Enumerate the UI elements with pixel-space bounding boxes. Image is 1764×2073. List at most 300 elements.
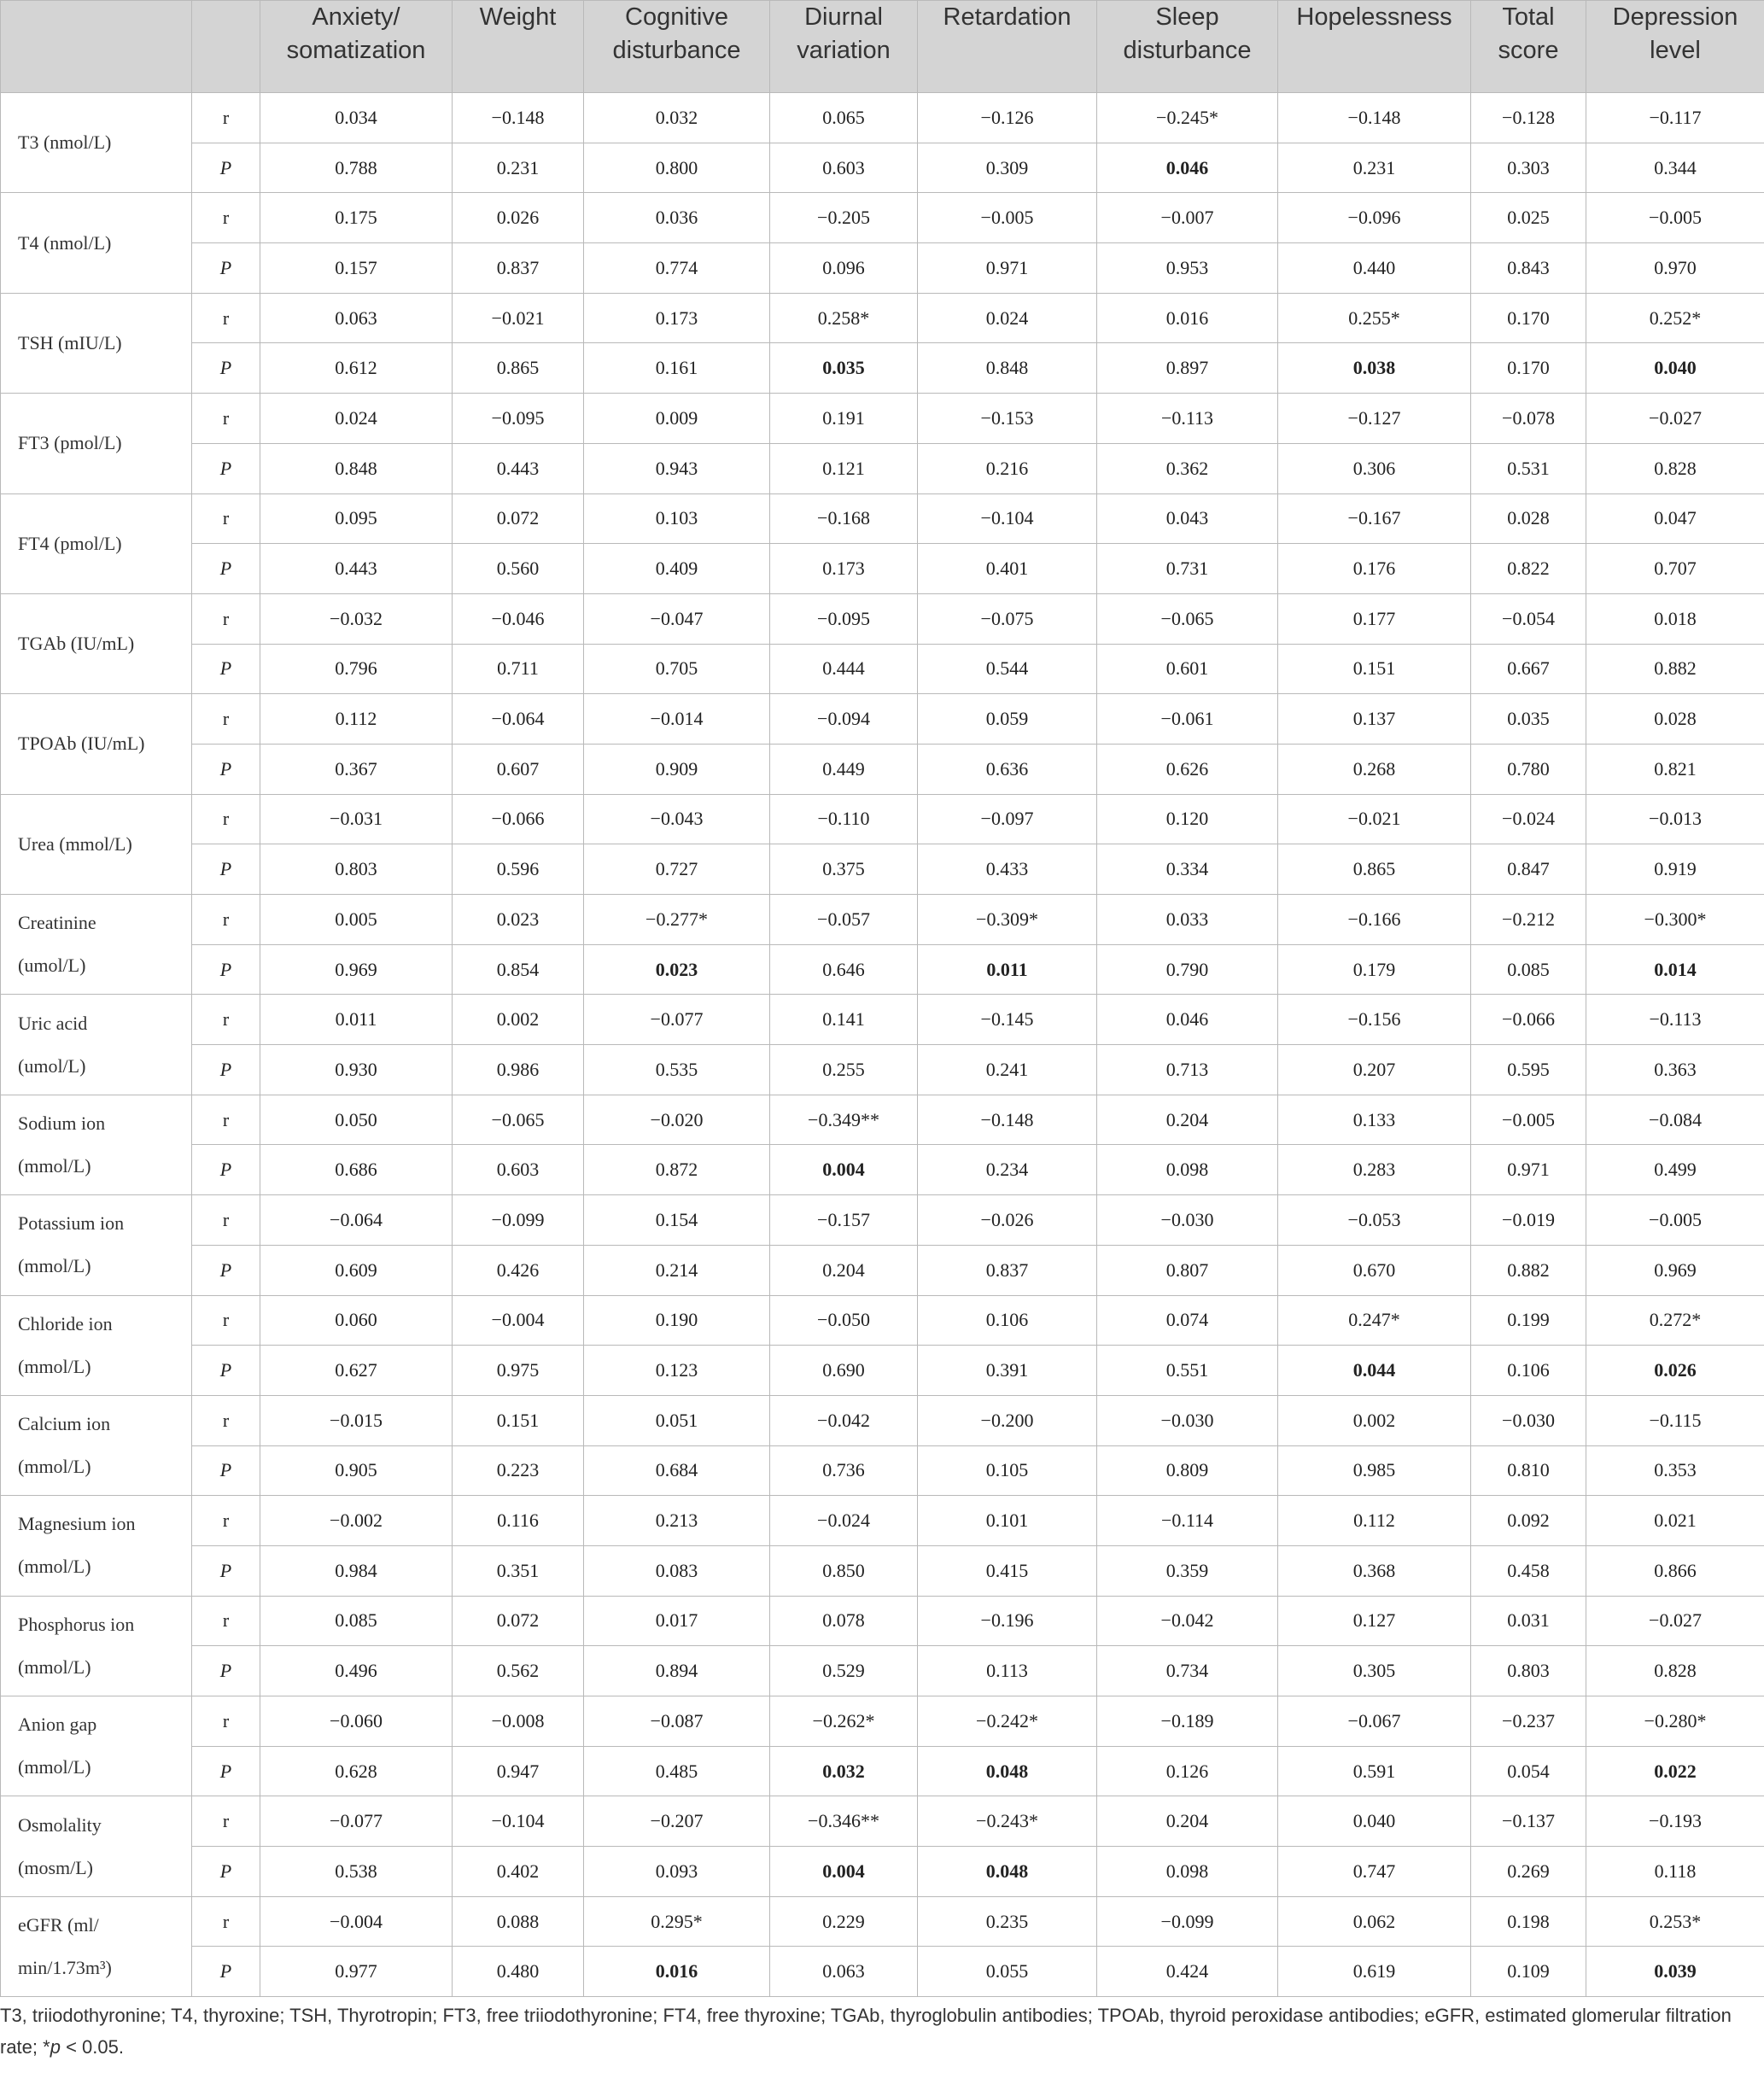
r-value-cell: 0.213 (584, 1496, 770, 1546)
p-value-cell: 0.788 (260, 143, 453, 193)
r-value-cell: −0.043 (584, 794, 770, 844)
r-value-cell: −0.065 (453, 1095, 584, 1145)
p-value-cell (770, 1145, 918, 1195)
p-value-cell: 0.667 (1471, 644, 1586, 694)
r-value-cell: −0.094 (770, 694, 918, 745)
r-value-cell: −0.168 (770, 493, 918, 544)
p-value-cell: 0.499 (1586, 1145, 1764, 1195)
stat-label-r: r (192, 493, 260, 544)
r-value-cell: −0.148 (1278, 93, 1471, 143)
p-value-cell: 0.123 (584, 1346, 770, 1396)
p-value-cell: 0.803 (260, 844, 453, 895)
r-value-cell: 0.002 (1278, 1395, 1471, 1445)
table-row (1, 143, 1764, 193)
p-value-cell: 0.865 (1278, 844, 1471, 895)
r-value-cell: −0.242* (918, 1696, 1097, 1747)
column-header: Total score (1471, 1, 1586, 93)
p-value-cell: 0.334 (1097, 844, 1278, 895)
r-value-cell: 0.154 (584, 1195, 770, 1246)
r-value-cell: 0.127 (1278, 1596, 1471, 1646)
p-value-cell: 0.424 (1097, 1947, 1278, 1997)
r-value-cell: 0.047 (1586, 493, 1764, 544)
p-value-cell: 0.106 (1471, 1346, 1586, 1396)
stat-label-p: P (192, 443, 260, 493)
r-value-cell: 0.204 (1097, 1796, 1278, 1847)
p-value-cell: 0.426 (453, 1245, 584, 1295)
r-value-cell: −0.061 (1097, 694, 1278, 745)
r-value-cell: −0.064 (260, 1195, 453, 1246)
p-value-cell: 0.444 (770, 644, 918, 694)
r-value-cell: −0.237 (1471, 1696, 1586, 1747)
r-value-cell: −0.113 (1097, 394, 1278, 444)
r-value-cell: −0.193 (1586, 1796, 1764, 1847)
p-value-cell: 0.309 (918, 143, 1097, 193)
stat-label-r: r (192, 1596, 260, 1646)
p-value-cell (1278, 1346, 1471, 1396)
p-value-cell: 0.943 (584, 443, 770, 493)
p-value-cell: 0.601 (1097, 644, 1278, 694)
p-value-cell: 0.207 (1278, 1045, 1471, 1095)
r-value-cell: −0.096 (1278, 193, 1471, 243)
p-value-cell: 0.402 (453, 1847, 584, 1897)
r-value-cell: −0.243* (918, 1796, 1097, 1847)
r-value-cell: 0.177 (1278, 593, 1471, 644)
p-value-cell: 0.055 (918, 1947, 1097, 1997)
variable-label: FT3 (pmol/L) (1, 394, 192, 493)
p-value-cell: 0.971 (918, 243, 1097, 294)
r-value-cell: −0.078 (1471, 394, 1586, 444)
stat-label-r: r (192, 694, 260, 745)
p-value-cell: 0.872 (584, 1145, 770, 1195)
stat-label-r: r (192, 1796, 260, 1847)
r-value-cell: 0.255* (1278, 293, 1471, 343)
table-row (1, 1596, 1764, 1646)
r-value-cell: −0.245* (1097, 93, 1278, 143)
stat-label-p: P (192, 1145, 260, 1195)
r-value-cell: −0.054 (1471, 593, 1586, 644)
table-row (1, 1445, 1764, 1496)
stat-label-r: r (192, 1195, 260, 1246)
p-value-cell: 0.969 (1586, 1245, 1764, 1295)
p-value-cell: 0.627 (260, 1346, 453, 1396)
column-header: Weight (453, 1, 584, 93)
r-value-cell: 0.106 (918, 1295, 1097, 1346)
r-value-cell: −0.066 (453, 794, 584, 844)
p-value-cell: 0.204 (770, 1245, 918, 1295)
r-value-cell: −0.014 (584, 694, 770, 745)
p-value-cell: 0.828 (1586, 1646, 1764, 1696)
significant-p-value: 0.022 (1654, 1760, 1697, 1782)
p-value-cell: 0.126 (1097, 1746, 1278, 1796)
r-value-cell: −0.042 (1097, 1596, 1278, 1646)
p-value-cell: 0.595 (1471, 1045, 1586, 1095)
variable-label: Magnesium ion (mmol/L) (1, 1496, 192, 1596)
table-row (1, 544, 1764, 594)
r-value-cell: −0.137 (1471, 1796, 1586, 1847)
r-value-cell: −0.095 (453, 394, 584, 444)
significant-p-value: 0.038 (1352, 357, 1396, 379)
column-header: Depression level (1586, 1, 1764, 93)
stat-label-p: P (192, 1346, 260, 1396)
stat-label-r: r (192, 193, 260, 243)
p-value-cell: 0.894 (584, 1646, 770, 1696)
stat-label-r: r (192, 394, 260, 444)
r-value-cell: −0.032 (260, 593, 453, 644)
significant-p-value: 0.044 (1352, 1359, 1396, 1381)
r-value-cell: −0.026 (918, 1195, 1097, 1246)
p-value-cell: 0.063 (770, 1947, 918, 1997)
r-value-cell: 0.141 (770, 995, 918, 1045)
p-value-cell: 0.305 (1278, 1646, 1471, 1696)
p-value-cell: 0.969 (260, 944, 453, 995)
r-value-cell: −0.020 (584, 1095, 770, 1145)
p-value-cell: 0.449 (770, 744, 918, 794)
p-value-cell: 0.367 (260, 744, 453, 794)
r-value-cell: −0.060 (260, 1696, 453, 1747)
r-value-cell: 0.101 (918, 1496, 1097, 1546)
p-value-cell: 0.480 (453, 1947, 584, 1997)
variable-label: TPOAb (IU/mL) (1, 694, 192, 794)
r-value-cell: −0.027 (1586, 1596, 1764, 1646)
r-value-cell: −0.005 (1586, 193, 1764, 243)
p-value-cell: 0.930 (260, 1045, 453, 1095)
r-value-cell: 0.040 (1278, 1796, 1471, 1847)
r-value-cell: 0.088 (453, 1896, 584, 1947)
p-value-cell: 0.828 (1586, 443, 1764, 493)
p-value-cell: 0.854 (453, 944, 584, 995)
p-value-cell (1097, 143, 1278, 193)
r-value-cell: −0.057 (770, 895, 918, 945)
table-row (1, 744, 1764, 794)
table-row (1, 1195, 1764, 1246)
p-value-cell: 0.800 (584, 143, 770, 193)
variable-label: Calcium ion (mmol/L) (1, 1395, 192, 1495)
p-value-cell: 0.727 (584, 844, 770, 895)
r-value-cell: −0.196 (918, 1596, 1097, 1646)
p-value-cell: 0.351 (453, 1545, 584, 1596)
r-value-cell: −0.104 (453, 1796, 584, 1847)
r-value-cell: −0.065 (1097, 593, 1278, 644)
r-value-cell: 0.024 (260, 394, 453, 444)
p-value-cell: 0.234 (918, 1145, 1097, 1195)
r-value-cell: 0.050 (260, 1095, 453, 1145)
p-value-cell: 0.970 (1586, 243, 1764, 294)
r-value-cell: −0.004 (453, 1295, 584, 1346)
r-value-cell: −0.021 (453, 293, 584, 343)
r-value-cell: 0.032 (584, 93, 770, 143)
column-header: Retardation (918, 1, 1097, 93)
r-value-cell: 0.065 (770, 93, 918, 143)
significant-p-value: 0.040 (1654, 357, 1697, 379)
p-value-cell: 0.882 (1471, 1245, 1586, 1295)
p-value-cell: 0.810 (1471, 1445, 1586, 1496)
stat-label-p: P (192, 1245, 260, 1295)
p-value-cell: 0.096 (770, 243, 918, 294)
p-value-cell (918, 1847, 1097, 1897)
r-value-cell: −0.077 (584, 995, 770, 1045)
table-body (1, 93, 1764, 1997)
stat-label-r: r (192, 1696, 260, 1747)
p-value-cell: 0.443 (260, 544, 453, 594)
r-value-cell: 0.033 (1097, 895, 1278, 945)
footnote-text: T3, triiodothyronine; T4, thyroxine; TSH, Thyrotropin; FT3, free triiodothyronine; FT4, free thyroxine; TGAb, thyroglobulin antibodies; TPOAb, thyroid peroxidase antibodies; eGFR, estimated glomerular filtration rate; * (0, 2005, 1732, 2058)
r-value-cell: 0.072 (453, 1596, 584, 1646)
table-row (1, 1696, 1764, 1747)
p-value-cell: 0.986 (453, 1045, 584, 1095)
p-value-cell: 0.353 (1586, 1445, 1764, 1496)
table-row (1, 1796, 1764, 1847)
r-value-cell: −0.115 (1586, 1395, 1764, 1445)
variable-label: TGAb (IU/mL) (1, 593, 192, 693)
r-value-cell: 0.018 (1586, 593, 1764, 644)
p-value-cell: 0.098 (1097, 1145, 1278, 1195)
r-value-cell: −0.099 (1097, 1896, 1278, 1947)
p-value-cell: 0.375 (770, 844, 918, 895)
p-value-cell: 0.085 (1471, 944, 1586, 995)
r-value-cell: 0.036 (584, 193, 770, 243)
p-value-cell: 0.837 (918, 1245, 1097, 1295)
r-value-cell: −0.042 (770, 1395, 918, 1445)
p-value-cell (1586, 1947, 1764, 1997)
p-value-cell: 0.603 (770, 143, 918, 193)
p-value-cell: 0.363 (1586, 1045, 1764, 1095)
r-value-cell: 0.095 (260, 493, 453, 544)
r-value-cell: −0.027 (1586, 394, 1764, 444)
r-value-cell: −0.047 (584, 593, 770, 644)
r-value-cell: −0.157 (770, 1195, 918, 1246)
stat-label-r: r (192, 1395, 260, 1445)
r-value-cell: −0.148 (453, 93, 584, 143)
p-value-cell (918, 944, 1097, 995)
table-row (1, 1045, 1764, 1095)
r-value-cell: 0.103 (584, 493, 770, 544)
p-value-cell: 0.591 (1278, 1746, 1471, 1796)
p-value-cell (584, 944, 770, 995)
r-value-cell: −0.113 (1586, 995, 1764, 1045)
r-value-cell: 0.078 (770, 1596, 918, 1646)
p-value-cell: 0.684 (584, 1445, 770, 1496)
r-value-cell: −0.007 (1097, 193, 1278, 243)
significant-p-value: 0.039 (1654, 1960, 1697, 1982)
table-row (1, 644, 1764, 694)
table-row (1, 895, 1764, 945)
r-value-cell: 0.028 (1471, 493, 1586, 544)
variable-label: Osmolality (mosm/L) (1, 1796, 192, 1896)
table-row (1, 1896, 1764, 1947)
r-value-cell: 0.252* (1586, 293, 1764, 343)
table-row (1, 995, 1764, 1045)
stat-label-p: P (192, 1646, 260, 1696)
p-value-cell: 0.686 (260, 1145, 453, 1195)
p-value-cell: 0.241 (918, 1045, 1097, 1095)
p-value-cell: 0.176 (1278, 544, 1471, 594)
p-value-cell: 0.796 (260, 644, 453, 694)
p-value-cell: 0.170 (1471, 343, 1586, 394)
r-value-cell: 0.034 (260, 93, 453, 143)
header-blank-cell (192, 1, 260, 93)
r-value-cell: 0.170 (1471, 293, 1586, 343)
p-value-cell: 0.093 (584, 1847, 770, 1897)
p-value-cell: 0.736 (770, 1445, 918, 1496)
p-value-cell: 0.255 (770, 1045, 918, 1095)
table-row (1, 1545, 1764, 1596)
r-value-cell: 0.035 (1471, 694, 1586, 745)
p-value-cell: 0.607 (453, 744, 584, 794)
p-value-cell: 0.882 (1586, 644, 1764, 694)
r-value-cell: 0.272* (1586, 1295, 1764, 1346)
r-value-cell: −0.145 (918, 995, 1097, 1045)
p-value-cell: 0.947 (453, 1746, 584, 1796)
table-footnote (0, 2000, 1742, 2063)
p-value-cell: 0.391 (918, 1346, 1097, 1396)
p-value-cell: 0.098 (1097, 1847, 1278, 1897)
stat-label-r: r (192, 1896, 260, 1947)
r-value-cell: −0.167 (1278, 493, 1471, 544)
r-value-cell: −0.148 (918, 1095, 1097, 1145)
p-value-cell: 0.173 (770, 544, 918, 594)
table-row (1, 944, 1764, 995)
significant-p-value: 0.046 (1165, 156, 1209, 178)
r-value-cell: −0.200 (918, 1395, 1097, 1445)
p-value-cell: 0.433 (918, 844, 1097, 895)
table-row (1, 794, 1764, 844)
variable-label: eGFR (ml/ min/1.73m³) (1, 1896, 192, 1996)
r-value-cell: −0.077 (260, 1796, 453, 1847)
r-value-cell: 0.051 (584, 1395, 770, 1445)
p-value-cell: 0.596 (453, 844, 584, 895)
stat-label-r: r (192, 1295, 260, 1346)
table-row (1, 1947, 1764, 1997)
p-value-cell: 0.118 (1586, 1847, 1764, 1897)
variable-label: Chloride ion (mmol/L) (1, 1295, 192, 1395)
r-value-cell: 0.137 (1278, 694, 1471, 745)
stat-label-p: P (192, 143, 260, 193)
r-value-cell: 0.112 (260, 694, 453, 745)
variable-label: FT4 (pmol/L) (1, 493, 192, 593)
r-value-cell: 0.133 (1278, 1095, 1471, 1145)
stat-label-p: P (192, 544, 260, 594)
stat-label-p: P (192, 343, 260, 394)
r-value-cell: −0.099 (453, 1195, 584, 1246)
variable-label: Uric acid (umol/L) (1, 995, 192, 1095)
r-value-cell: −0.189 (1097, 1696, 1278, 1747)
p-value-cell: 0.109 (1471, 1947, 1586, 1997)
r-value-cell: 0.116 (453, 1496, 584, 1546)
r-value-cell: 0.295* (584, 1896, 770, 1947)
significant-p-value: 0.032 (822, 1760, 865, 1782)
r-value-cell: 0.028 (1586, 694, 1764, 745)
r-value-cell: 0.120 (1097, 794, 1278, 844)
p-value-cell: 0.909 (584, 744, 770, 794)
p-value-cell: 0.409 (584, 544, 770, 594)
r-value-cell: −0.166 (1278, 895, 1471, 945)
r-value-cell: 0.002 (453, 995, 584, 1045)
significant-p-value: 0.004 (822, 1159, 865, 1181)
p-value-cell: 0.344 (1586, 143, 1764, 193)
table-row (1, 1496, 1764, 1546)
significant-p-value: 0.023 (655, 958, 698, 980)
stat-label-p: P (192, 1947, 260, 1997)
r-value-cell: −0.050 (770, 1295, 918, 1346)
p-value-cell: 0.690 (770, 1346, 918, 1396)
r-value-cell: −0.015 (260, 1395, 453, 1445)
p-value-cell: 0.415 (918, 1545, 1097, 1596)
p-value-cell: 0.231 (1278, 143, 1471, 193)
r-value-cell: −0.024 (1471, 794, 1586, 844)
r-value-cell: −0.005 (1471, 1095, 1586, 1145)
p-value-cell: 0.544 (918, 644, 1097, 694)
r-value-cell: 0.023 (453, 895, 584, 945)
table-row (1, 443, 1764, 493)
p-value-cell: 0.803 (1471, 1646, 1586, 1696)
stat-label-r: r (192, 895, 260, 945)
p-value-cell: 0.560 (453, 544, 584, 594)
r-value-cell: −0.002 (260, 1496, 453, 1546)
p-value-cell: 0.984 (260, 1545, 453, 1596)
significant-p-value: 0.026 (1654, 1359, 1697, 1381)
r-value-cell: −0.114 (1097, 1496, 1278, 1546)
r-value-cell: 0.199 (1471, 1295, 1586, 1346)
r-value-cell: 0.072 (453, 493, 584, 544)
p-value-cell: 0.161 (584, 343, 770, 394)
r-value-cell: −0.021 (1278, 794, 1471, 844)
r-value-cell: −0.110 (770, 794, 918, 844)
table-row (1, 493, 1764, 544)
stat-label-r: r (192, 1496, 260, 1546)
p-value-cell: 0.628 (260, 1746, 453, 1796)
r-value-cell: −0.084 (1586, 1095, 1764, 1145)
p-value-cell: 0.774 (584, 243, 770, 294)
p-value-cell: 0.975 (453, 1346, 584, 1396)
p-value-cell: 0.865 (453, 343, 584, 394)
p-value-cell: 0.646 (770, 944, 918, 995)
table-row (1, 1395, 1764, 1445)
stat-label-r: r (192, 794, 260, 844)
p-value-cell: 0.214 (584, 1245, 770, 1295)
stat-label-p: P (192, 944, 260, 995)
r-value-cell: −0.046 (453, 593, 584, 644)
r-value-cell: −0.067 (1278, 1696, 1471, 1747)
p-value-cell: 0.362 (1097, 443, 1278, 493)
r-value-cell: −0.205 (770, 193, 918, 243)
r-value-cell: −0.153 (918, 394, 1097, 444)
p-value-cell: 0.105 (918, 1445, 1097, 1496)
r-value-cell: 0.025 (1471, 193, 1586, 243)
column-header: Diurnal variation (770, 1, 918, 93)
table-row (1, 844, 1764, 895)
r-value-cell: 0.085 (260, 1596, 453, 1646)
r-value-cell: −0.277* (584, 895, 770, 945)
p-value-cell: 0.562 (453, 1646, 584, 1696)
r-value-cell: 0.063 (260, 293, 453, 343)
p-value-cell: 0.971 (1471, 1145, 1586, 1195)
stat-label-r: r (192, 593, 260, 644)
significant-p-value: 0.048 (985, 1760, 1029, 1782)
table-row (1, 593, 1764, 644)
r-value-cell: −0.300* (1586, 895, 1764, 945)
variable-label: Phosphorus ion (mmol/L) (1, 1596, 192, 1696)
p-value-cell: 0.848 (918, 343, 1097, 394)
variable-label: T4 (nmol/L) (1, 193, 192, 293)
r-value-cell: −0.280* (1586, 1696, 1764, 1747)
r-value-cell: −0.262* (770, 1696, 918, 1747)
variable-label: Urea (mmol/L) (1, 794, 192, 894)
p-value-cell: 0.670 (1278, 1245, 1471, 1295)
r-value-cell: −0.127 (1278, 394, 1471, 444)
r-value-cell: 0.204 (1097, 1095, 1278, 1145)
table-row (1, 1346, 1764, 1396)
table-row (1, 343, 1764, 394)
